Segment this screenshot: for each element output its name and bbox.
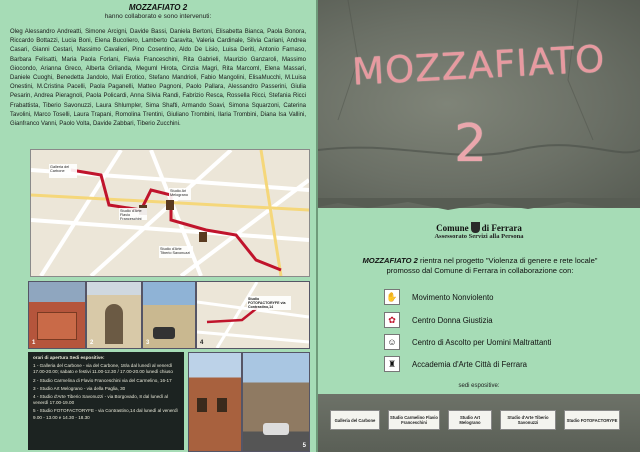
hours-item: 3 - Studio Art Melograno - via della Paglia, 30 xyxy=(33,385,126,391)
right-panel xyxy=(318,0,640,452)
comune-city: di Ferrara xyxy=(481,223,522,233)
photo-number-1: 1 xyxy=(32,340,36,346)
hands-logo-icon: ✋ xyxy=(384,289,400,305)
sede-box: Studio Carmelino Flavio Franceschini xyxy=(388,410,440,430)
map-label-savonuzzi: Studio d'Arte Tiberio Savonuzzi xyxy=(160,247,191,256)
association-label: Centro Donna Giustizia xyxy=(412,315,493,325)
photo-number-3: 3 xyxy=(146,340,150,346)
association-item xyxy=(384,311,634,329)
association-item xyxy=(384,355,634,373)
hours-item: 4 - Studio d'Arte Tiberio Savonuzzi - via Borgovado, 8 dal lunedì al venerdì 17.00-19.00 xyxy=(33,394,168,406)
hours-item: 2 - Studio Carmelina di Flavio Franceschini via del Carmelino, 16-17 xyxy=(33,377,172,383)
association-item xyxy=(384,288,634,306)
project-line2: promosso dal Comune di Ferrara in collaborazione con: xyxy=(386,266,574,275)
city-map xyxy=(30,149,310,277)
figure-logo-icon: ☺ xyxy=(384,334,400,350)
torn-edge xyxy=(318,198,640,212)
sede-box: Studio FOTOFACTORYFE xyxy=(564,410,620,430)
photo-savonuzzi xyxy=(188,352,242,452)
photo-number-2: 2 xyxy=(90,340,94,346)
ferrara-crest-icon xyxy=(471,222,480,233)
photo-melograno xyxy=(142,281,196,349)
academy-crest-icon: ♜ xyxy=(384,356,400,372)
chalk-number: 2 xyxy=(454,114,488,174)
hours-header: orari di apertura Sedi espositive: xyxy=(33,355,105,360)
opening-hours-box xyxy=(28,352,184,450)
map-label-franceschini: Studio d'Arte Flavio Franceschini xyxy=(120,209,142,222)
map-label-melograno: Studio Ari Melograno xyxy=(170,189,188,198)
collaborators-list: Oleg Alessandro Andreatti, Simone Arcigni, Davide Bassi, Daniela Bertoni, Elisabetta Bianca, Paola Bonora, Riccardo Bottazzi, Lucia Boni, Elena Bucoliero, Lamberto Caravita, Valeria Cardinale, Silvia Cariani, Andrea Casari, Gianni Cestari, Massimo Cavalieri, Pino Cosentino, Aldo De Lisio, Luisa Deriti, Antonio Farnaso, Barbara Felisatti, Maria Paola Forlani, Flavia Franceschini, Rita Gabrieli, Maurizio Ganzaroli, Massimo Giocondo, Arianna Greco, Alberta Grilanda, Meguml Hirota, Cinzia Magri, Rita Marcoml, Elena Massari, Daniele Cuoghi, Benedetta Jandolo, Mali Erotico, Stefano Mandrioli, Fabio Mangolini, ElisaMucchi, M.Luisa Onestini, M.Cristina Pacelli, Paola Paganelli, Matteo Pagnoni, Paolo Pallara, Alessandro Passerini, Giulia Pesarin, Andrea Pieragnoli, Paola Policardi, Anna Silvia Randi, Fabrizio Resca, Rossella Ricci, Stefania Ricci Frabattista, Tiberio Savonuzzi, Laura Shlumpler, Sima Shafti, Armando Soavi, Simona Squarzoni, Caterina Tavolini, Marco Toselli, Laura Trapani, Romolina Trentini, Giuliano Trombini, Ilaria Trombini, Diana Isa Vallini, Gianfranco Vanni, Paolo Volta, Davide Zabbari, Tiberio Zucchini. xyxy=(10,29,306,128)
sede-box: Galleria del Carbone xyxy=(330,410,380,430)
assessorato-text: Assessorato Servizi alla Persona xyxy=(434,233,524,240)
map-label-fotofactory: Studio FOTOFACTORYFE via Contrastino,14 xyxy=(248,297,286,310)
left-title: MOZZAFIATO 2 xyxy=(128,3,188,12)
comune-ferrara-logo xyxy=(318,222,640,240)
sedi-label: sedi espositive: xyxy=(458,383,500,389)
association-label: Accademia d'Arte Città di Ferrara xyxy=(412,359,528,369)
photo-number-4: 4 xyxy=(200,340,204,346)
comune-text: Comune xyxy=(436,223,469,233)
left-subtitle: hanno collaborato e sono intervenuti: xyxy=(104,13,212,20)
photo-map-fotofactory xyxy=(196,281,310,349)
project-title: MOZZAFIATO 2 xyxy=(362,256,418,265)
hours-item: 5 - Studio FOTOFACTORYFE - via Contrastino,14 dal lunedì al venerdì 9.00 - 13.00 e 14.30 - 18.30 xyxy=(33,408,178,420)
project-description xyxy=(324,256,636,276)
photo-street xyxy=(242,352,310,452)
left-panel xyxy=(0,0,316,452)
stone-texture xyxy=(318,0,640,208)
map-label-galleria: Galleria del Carbone xyxy=(50,165,70,174)
red-emblem-icon: ✿ xyxy=(384,312,400,328)
photo-number-5: 5 xyxy=(302,443,306,449)
sede-box: Studio Art Melograno xyxy=(448,410,492,430)
association-label: Centro di Ascolto per Uomini Maltrattanti xyxy=(412,337,552,347)
project-line1: rientra nel progetto "Violenza di genere e rete locale" xyxy=(417,256,598,265)
photo-galleria xyxy=(28,281,86,349)
fotofactory-map-graphic xyxy=(197,282,309,348)
stone-chalk-cover xyxy=(318,0,640,208)
association-item xyxy=(384,333,634,351)
sede-box: Studio d'Arte Tiberio Savonuzzi xyxy=(500,410,556,430)
chalk-title: MOZZAFIATO xyxy=(351,37,607,94)
hours-item: 1 - Galleria del Carbone - via del Carbone, 18/a dal lunedì al venerdì 17.00-20.00; sabato e festivi 11.00-12.30 / 17.00-20.00 lunedì chiuso xyxy=(33,363,173,375)
association-label: Movimento Nonviolento xyxy=(412,292,494,302)
photo-carmelino xyxy=(86,281,142,349)
